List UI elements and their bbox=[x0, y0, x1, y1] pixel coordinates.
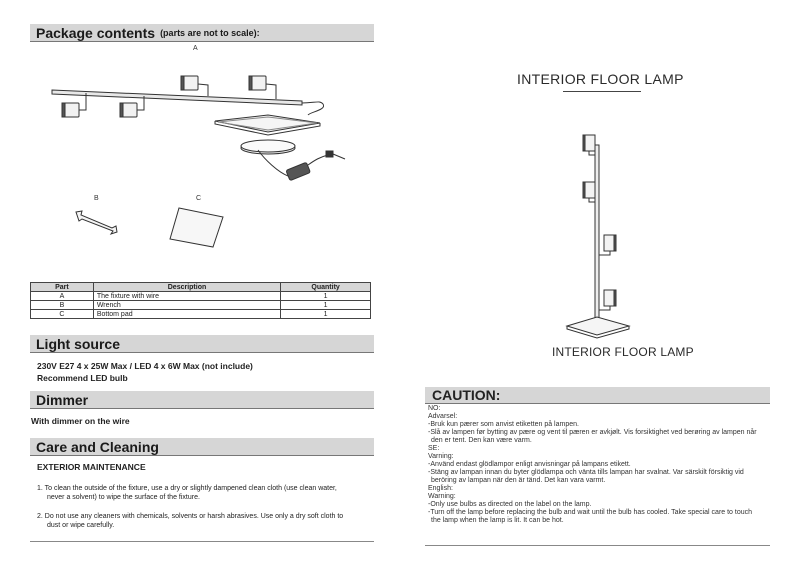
care-item-2-line-1: 2. Do not use any cleaners with chemicals, solvents or harsh abrasives. Use only a dry soft cloth to bbox=[37, 513, 344, 520]
light-source-header bbox=[30, 335, 374, 353]
caution-line: -Turn off the lamp before replacing the bulb and wait until the bulb has cooled. Take special care to touch bbox=[428, 509, 753, 516]
caution-line: -Only use bulbs as directed on the label on the lamp. bbox=[428, 501, 592, 508]
floor-lamp-illustration bbox=[545, 125, 655, 345]
caution-line: den er tent. Den kan være varm. bbox=[431, 437, 532, 444]
table-row bbox=[31, 301, 371, 310]
dimmer-text: With dimmer on the wire bbox=[31, 416, 130, 426]
table-header-row bbox=[31, 283, 371, 292]
product-title-rule bbox=[563, 91, 641, 92]
cell-part: C bbox=[31, 310, 94, 319]
cell-quantity: 1 bbox=[281, 292, 371, 301]
caution-line: Advarsel: bbox=[428, 413, 458, 420]
care-item-1-line-1: 1. To clean the outside of the fixture, use a dry or slightly dampened clean cloth (use clean water, bbox=[37, 485, 337, 492]
cell-description: Wrench bbox=[93, 301, 280, 310]
dimmer-header bbox=[30, 391, 374, 409]
light-source-recommendation: Recommend LED bulb bbox=[37, 373, 128, 383]
left-page-bottom-rule bbox=[30, 541, 374, 542]
caution-line: English: bbox=[428, 485, 453, 492]
column-header-description: Description bbox=[93, 283, 280, 292]
product-title: INTERIOR FLOOR LAMP bbox=[517, 71, 684, 87]
caution-line: Warning: bbox=[428, 493, 456, 500]
column-header-part: Part bbox=[31, 283, 94, 292]
package-contents-title: Package contents bbox=[36, 24, 156, 41]
caution-body bbox=[428, 405, 773, 525]
light-source-spec: 230V E27 4 x 25W Max / LED 4 x 6W Max (not include) bbox=[37, 361, 253, 371]
caution-line: SE: bbox=[428, 445, 440, 452]
cell-part: A bbox=[31, 292, 94, 301]
care-cleaning-title: Care and Cleaning bbox=[36, 438, 159, 455]
product-title-repeat: INTERIOR FLOOR LAMP bbox=[552, 345, 694, 359]
table-row bbox=[31, 292, 371, 301]
care-item-1 bbox=[37, 484, 337, 502]
figure-label-c: C bbox=[196, 195, 202, 202]
package-contents-subtitle: (parts are not to scale): bbox=[160, 27, 260, 38]
bottom-pad-illustration bbox=[165, 205, 235, 255]
column-header-quantity: Quantity bbox=[281, 283, 371, 292]
caution-line: -Slå av lampen før bytting av pære og vent til pæren er avkjølt. Vis forsiktighet ved berøring av lampen når bbox=[428, 429, 757, 436]
care-item-1-line-2: never a solvent) to wipe the surface of the fixture. bbox=[47, 494, 200, 501]
caution-line: Varning: bbox=[428, 453, 454, 460]
parts-table bbox=[30, 282, 371, 319]
dimmer-title: Dimmer bbox=[36, 391, 89, 408]
table-row bbox=[31, 310, 371, 319]
cell-quantity: 1 bbox=[281, 310, 371, 319]
wrench-illustration bbox=[72, 208, 122, 238]
figure-label-a: A bbox=[193, 45, 198, 52]
right-page-bottom-rule bbox=[425, 545, 770, 546]
care-item-2-line-2: dust or wipe carefully. bbox=[47, 522, 115, 529]
caution-line: the lamp when the lamp is lit. It can be hot. bbox=[431, 517, 564, 524]
caution-title: CAUTION: bbox=[432, 387, 501, 403]
cell-part: B bbox=[31, 301, 94, 310]
figure-label-b: B bbox=[94, 195, 99, 202]
care-item-2 bbox=[37, 512, 343, 530]
care-cleaning-header bbox=[30, 438, 374, 456]
cell-quantity: 1 bbox=[281, 301, 371, 310]
cell-description: The fixture with wire bbox=[93, 292, 280, 301]
fixture-illustration bbox=[40, 60, 370, 190]
light-source-title: Light source bbox=[36, 335, 121, 352]
maintenance-subheading: EXTERIOR MAINTENANCE bbox=[37, 462, 146, 472]
package-contents-header bbox=[30, 24, 374, 42]
caution-line: beröring av lampan när den är tänd. Det kan vara varmt. bbox=[431, 477, 606, 484]
cell-description: Bottom pad bbox=[93, 310, 280, 319]
caution-line: -Använd endast glödlampor enligt anvisningar på lampans etikett. bbox=[428, 461, 631, 468]
caution-line: NO: bbox=[428, 405, 441, 412]
caution-line: -Bruk kun pærer som anvist etiketten på lampen. bbox=[428, 421, 579, 428]
caution-line: -Stäng av lampan innan du byter glödlampa och vänta tills lampan har svalnat. Var särskilt försiktig vid bbox=[428, 469, 744, 476]
caution-header bbox=[425, 387, 770, 404]
